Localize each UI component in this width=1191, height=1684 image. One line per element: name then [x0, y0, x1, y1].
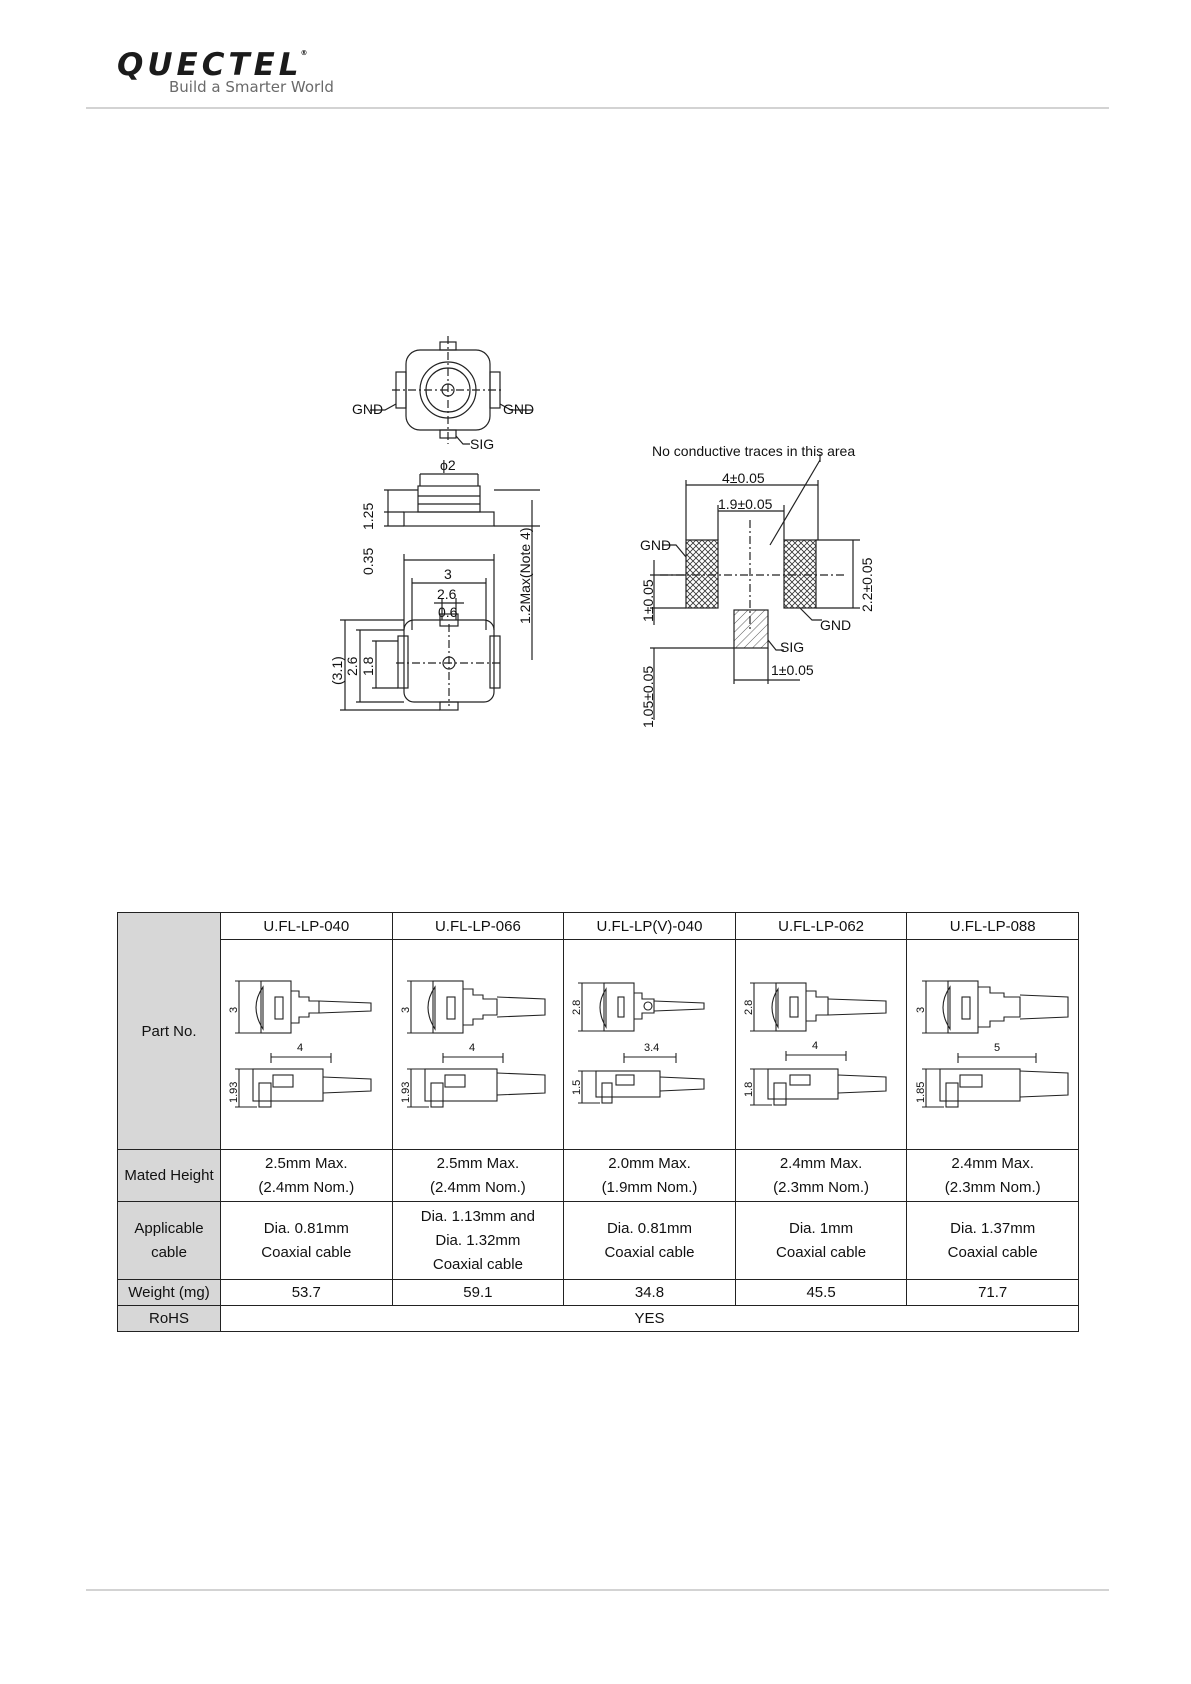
svg-text:3: 3 — [914, 1006, 927, 1013]
svg-text:1.5: 1.5 — [571, 1079, 584, 1095]
row-header-rohs: RoHS — [118, 1306, 221, 1332]
label-1-2max: 1.2Max(Note 4) — [517, 527, 533, 624]
pcb-footprint — [650, 454, 860, 720]
footer-divider — [86, 1589, 1109, 1591]
svg-text:4: 4 — [297, 1041, 304, 1054]
part-number: U.FL-LP-040 — [221, 913, 393, 940]
plug-drawing — [221, 943, 391, 1143]
mated-height-cell: 2.0mm Max. (1.9mm Nom.) — [564, 1150, 736, 1202]
label-1-0-05-horizontal: 1±0.05 — [771, 662, 814, 678]
label-no-conductive-traces: No conductive traces in this area — [652, 443, 856, 459]
weight-cell: 34.8 — [564, 1280, 736, 1306]
plug-drawing — [393, 943, 563, 1143]
plug-drawing — [736, 943, 906, 1143]
svg-text:5: 5 — [993, 1041, 1000, 1054]
svg-text:1.93: 1.93 — [399, 1081, 412, 1103]
label-0-6: 0.6 — [438, 604, 458, 620]
weight-cell: 45.5 — [735, 1280, 907, 1306]
part-number: U.FL-LP-066 — [392, 913, 564, 940]
plug-drawing-cell — [221, 940, 393, 1150]
label-0-35: 0.35 — [360, 547, 376, 575]
applicable-cable-cell: Dia. 1.37mm Coaxial cable — [907, 1202, 1079, 1280]
weight-cell: 53.7 — [221, 1280, 393, 1306]
label-1-8: 1.8 — [360, 656, 376, 676]
row-header-part-no: Part No. — [118, 913, 221, 1150]
svg-text:3: 3 — [228, 1006, 241, 1013]
mated-height-cell: 2.5mm Max. (2.4mm Nom.) — [392, 1150, 564, 1202]
connector-dimension-drawing — [300, 330, 910, 740]
part-number: U.FL-LP-062 — [735, 913, 907, 940]
quectel-logo — [117, 47, 334, 96]
row-header-applicable-cable: Applicable cable — [118, 1202, 221, 1280]
label-footprint-gnd-right: GND — [820, 617, 852, 633]
svg-text:2.8: 2.8 — [571, 999, 584, 1015]
row-header-mated-height: Mated Height — [118, 1150, 221, 1202]
plug-drawing — [564, 943, 734, 1143]
plug-drawing — [908, 943, 1078, 1143]
applicable-cable-cell: Dia. 1mm Coaxial cable — [735, 1202, 907, 1280]
mated-height-cell: 2.4mm Max. (2.3mm Nom.) — [735, 1150, 907, 1202]
receptacle-top-view — [370, 336, 535, 444]
label-phi2: ϕ2 — [440, 457, 456, 473]
label-2-2-0-05: 2.2±0.05 — [859, 557, 875, 612]
header-divider — [86, 107, 1109, 109]
svg-text:1.8: 1.8 — [743, 1081, 756, 1097]
label-gnd-right: GND — [503, 401, 535, 417]
rohs-cell: YES — [221, 1306, 1079, 1332]
applicable-cable-cell: Dia. 1.13mm and Dia. 1.32mm Coaxial cable — [392, 1202, 564, 1280]
svg-text:3: 3 — [399, 1006, 412, 1013]
label-1-05-0-05: 1.05±0.05 — [640, 665, 656, 728]
label-3-1: (3.1) — [329, 656, 345, 685]
label-2-6: 2.6 — [437, 586, 457, 602]
svg-text:4: 4 — [812, 1039, 819, 1052]
weight-cell: 59.1 — [392, 1280, 564, 1306]
part-number: U.FL-LP-088 — [907, 913, 1079, 940]
label-2-6-vertical: 2.6 — [344, 656, 360, 676]
label-footprint-sig: SIG — [780, 639, 805, 655]
applicable-cable-cell: Dia. 0.81mm Coaxial cable — [221, 1202, 393, 1280]
label-footprint-gnd-left: GND — [640, 537, 672, 553]
label-gnd-left: GND — [352, 401, 384, 417]
row-header-weight: Weight (mg) — [118, 1280, 221, 1306]
svg-text:1.85: 1.85 — [914, 1081, 927, 1103]
plug-drawing-cell — [735, 940, 907, 1150]
svg-text:2.8: 2.8 — [743, 999, 756, 1015]
label-4-0-05: 4±0.05 — [722, 470, 765, 486]
svg-text:3.4: 3.4 — [644, 1041, 660, 1054]
part-number: U.FL-LP(V)-040 — [564, 913, 736, 940]
logo-brand: QUECTEL — [117, 47, 303, 83]
connector-spec-table — [117, 912, 1079, 1332]
label-1-25: 1.25 — [360, 502, 376, 530]
applicable-cable-cell: Dia. 0.81mm Coaxial cable — [564, 1202, 736, 1280]
plug-drawing-cell — [564, 940, 736, 1150]
logo-tagline: Build a Smarter World — [169, 78, 334, 96]
label-1-9-0-05: 1.9±0.05 — [718, 496, 773, 512]
label-sig: SIG — [470, 436, 495, 452]
logo-registered: ® — [300, 49, 312, 57]
svg-text:4: 4 — [468, 1041, 476, 1054]
mated-height-cell: 2.4mm Max. (2.3mm Nom.) — [907, 1150, 1079, 1202]
mated-height-cell: 2.5mm Max. (2.4mm Nom.) — [221, 1150, 393, 1202]
label-3: 3 — [444, 566, 452, 582]
plug-drawing-cell — [907, 940, 1079, 1150]
plug-drawing-cell — [392, 940, 564, 1150]
label-1-0-05-vertical: 1±0.05 — [640, 579, 656, 622]
weight-cell: 71.7 — [907, 1280, 1079, 1306]
receptacle-bottom-view — [340, 554, 502, 710]
svg-text:1.93: 1.93 — [228, 1081, 241, 1103]
